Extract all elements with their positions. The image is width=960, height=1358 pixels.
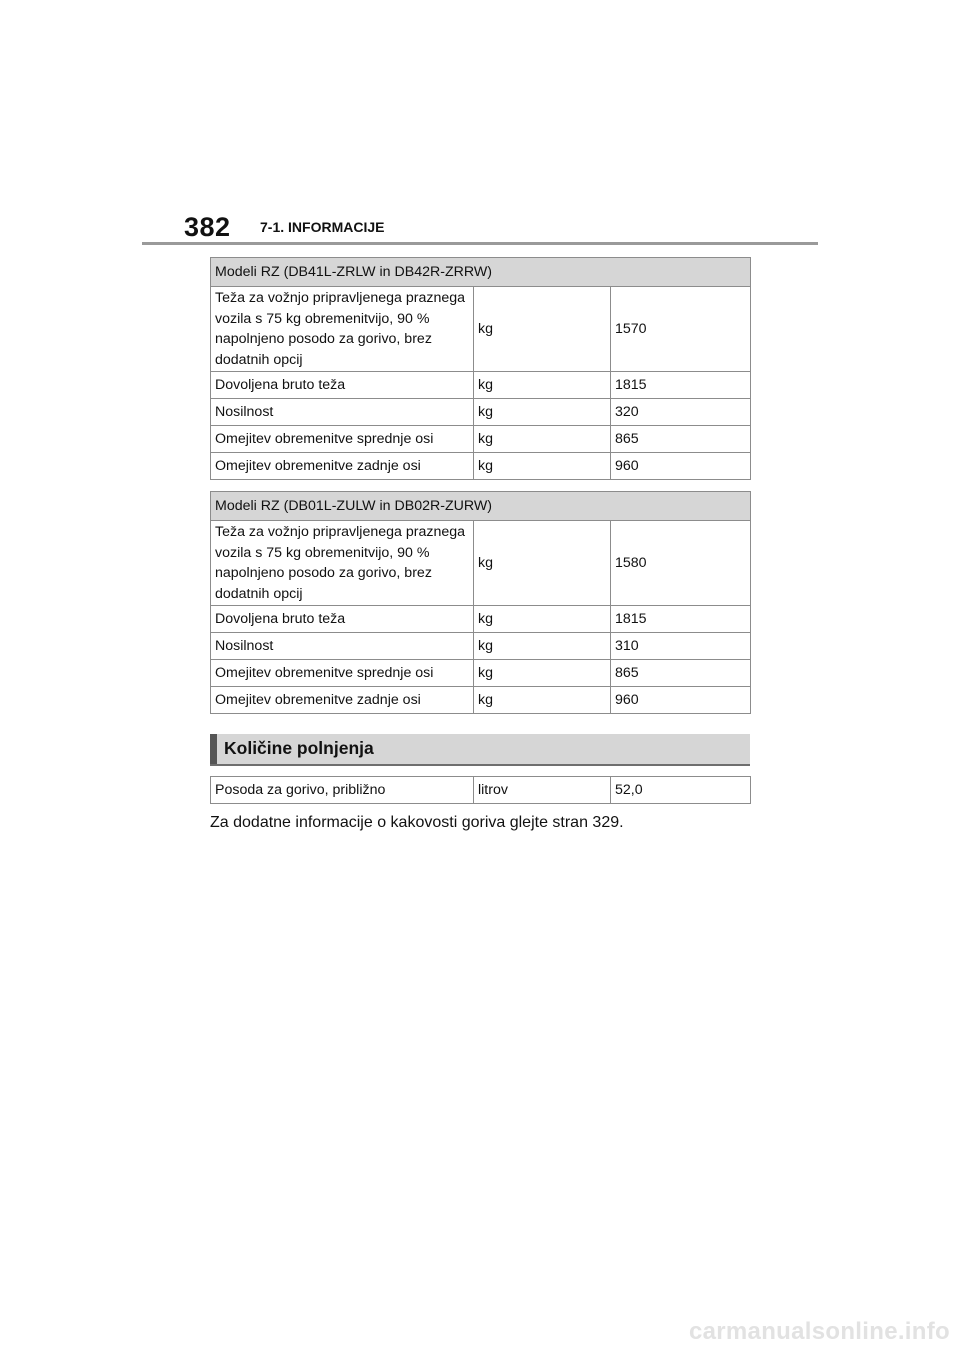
table-title: Modeli RZ (DB01L-ZULW in DB02R-ZURW) xyxy=(211,492,751,521)
table-row xyxy=(211,660,751,687)
row-value: 960 xyxy=(611,687,751,714)
row-unit: kg xyxy=(474,399,611,426)
row-label: Omejitev obremenitve sprednje osi xyxy=(211,660,474,687)
row-label: Omejitev obremenitve zadnje osi xyxy=(211,453,474,480)
row-label: Omejitev obremenitve zadnje osi xyxy=(211,687,474,714)
row-unit: kg xyxy=(474,287,611,372)
row-unit: litrov xyxy=(474,777,611,804)
row-label: Dovoljena bruto teža xyxy=(211,372,474,399)
row-unit: kg xyxy=(474,453,611,480)
capacities-table xyxy=(210,776,751,804)
row-value: 1815 xyxy=(611,372,751,399)
watermark: carmanualsonline.info xyxy=(688,1318,950,1345)
header-divider xyxy=(142,242,818,245)
row-value: 865 xyxy=(611,426,751,453)
row-unit: kg xyxy=(474,426,611,453)
table-title: Modeli RZ (DB41L-ZRLW in DB42R-ZRRW) xyxy=(211,258,751,287)
page-number: 382 xyxy=(184,212,231,242)
row-unit: kg xyxy=(474,372,611,399)
weights-table-db41l xyxy=(210,257,751,480)
table-row xyxy=(211,777,751,804)
row-label: Nosilnost xyxy=(211,399,474,426)
table-row xyxy=(211,287,751,372)
table-row xyxy=(211,633,751,660)
row-label: Nosilnost xyxy=(211,633,474,660)
table-row xyxy=(211,606,751,633)
row-label: Omejitev obremenitve sprednje osi xyxy=(211,426,474,453)
chapter-title: 7-1. INFORMACIJE xyxy=(260,219,385,235)
row-label: Teža za vožnjo pripravljenega praznega vozila s 75 kg obremenitvijo, 90 % napolnjeno posodo za gorivo, brez dodatnih opcij xyxy=(211,521,474,606)
row-unit: kg xyxy=(474,521,611,606)
page-header xyxy=(0,208,960,248)
row-value: 1570 xyxy=(611,287,751,372)
row-label: Posoda za gorivo, približno xyxy=(211,777,474,804)
weights-table-db01l xyxy=(210,491,751,714)
section-heading-capacities xyxy=(210,734,750,766)
table-row xyxy=(211,399,751,426)
row-unit: kg xyxy=(474,687,611,714)
row-unit: kg xyxy=(474,660,611,687)
row-value: 52,0 xyxy=(611,777,751,804)
row-unit: kg xyxy=(474,606,611,633)
section-heading-bar xyxy=(210,734,217,764)
table-row xyxy=(211,521,751,606)
row-label: Teža za vožnjo pripravljenega praznega vozila s 75 kg obremenitvijo, 90 % napolnjeno posodo za gorivo, brez dodatnih opcij xyxy=(211,287,474,372)
row-unit: kg xyxy=(474,633,611,660)
table-row xyxy=(211,426,751,453)
row-value: 1815 xyxy=(611,606,751,633)
row-value: 865 xyxy=(611,660,751,687)
section-heading-text: Količine polnjenja xyxy=(224,738,374,758)
table-row xyxy=(211,453,751,480)
fuel-quality-note: Za dodatne informacije o kakovosti goriva glejte stran 329. xyxy=(210,814,624,831)
row-label: Dovoljena bruto teža xyxy=(211,606,474,633)
row-value: 1580 xyxy=(611,521,751,606)
row-value: 960 xyxy=(611,453,751,480)
table-row xyxy=(211,372,751,399)
row-value: 310 xyxy=(611,633,751,660)
table-row xyxy=(211,687,751,714)
row-value: 320 xyxy=(611,399,751,426)
